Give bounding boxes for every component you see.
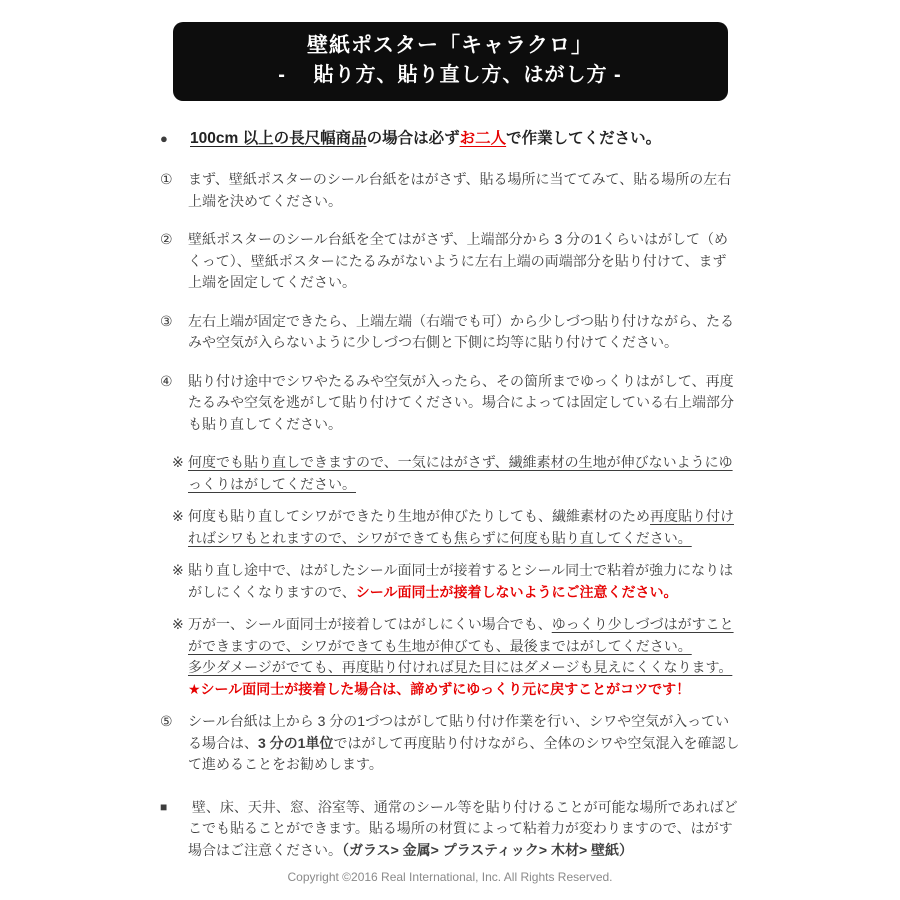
item-marker: ⑤ [160, 713, 173, 729]
item-marker: ※ [172, 562, 184, 578]
surface-note [160, 797, 740, 862]
item-text [188, 371, 740, 436]
item-marker: ※ [172, 454, 184, 470]
item-marker: ● [160, 131, 168, 146]
text-segment: 壁紙ポスターのシール台紙を全てはがさず、上端部分から 3 分の1くらいはがして（めくって）、壁紙ポスターにたるみがないように左右上端の両端部分を貼り付けて、まず上端を固定してください。 [188, 231, 728, 290]
copyright-text: Copyright ©2016 Real International, Inc. All Rights Reserved. [287, 870, 613, 884]
item-text [190, 127, 740, 150]
note-4 [160, 614, 740, 700]
note-2 [160, 506, 740, 549]
text-segment: 万が一、シール面同士が接着してはがしにくい場合でも、 [188, 616, 552, 632]
text-segment: 何度も貼り直してシワができたり生地が伸びたりしても、繊維素材のため [188, 508, 650, 524]
text-segment: ではがして再度貼り付けながら、全体のシワや空気混入を確認して進めることをお勧めします。 [188, 734, 740, 772]
text-segment: シール台紙は上から 3 分の1づつはがして貼り付け作業を行い、シワや空気が入っている場合は、 [188, 713, 730, 751]
note-3 [160, 560, 740, 603]
text-segment: で作業してください。 [506, 130, 662, 147]
step-5 [160, 711, 740, 776]
text-segment: ★シール面同士が接着した場合は、諦めずにゆっくり元に戻すことがコツです！ [188, 680, 691, 697]
item-marker: ② [160, 231, 173, 247]
item-marker: ④ [160, 372, 173, 389]
item-marker: ※ [172, 616, 184, 632]
step-2 [160, 229, 740, 294]
item-text [188, 506, 740, 549]
item-marker: ■ [160, 799, 168, 814]
note-1 [160, 452, 740, 495]
item-text [188, 229, 740, 294]
text-segment: 何度でも貼り直しできますので、一気にはがさず、繊維素材の生地が伸びないようにゆっくりはがしてください。 [188, 454, 733, 492]
notice-two-people [160, 127, 740, 150]
text-segment: お二人 [459, 130, 507, 147]
text-segment: 100cm 以上の長尺幅商品 [190, 130, 367, 147]
text-segment: の場合は必ず [366, 130, 460, 147]
item-marker: ※ [172, 508, 184, 524]
item-text [188, 797, 740, 862]
text-segment: 左右上端が固定できたら、上端左端（右端でも可）から少しづつ貼り付けながら、たるみや空気が入らないように少しづつ右側と下側に均等に貼り付けてください。 [188, 312, 734, 350]
item-text [188, 711, 740, 776]
title-banner [173, 22, 728, 101]
page-subtitle: - 貼り方、貼り直し方、はがし方 - [278, 64, 622, 86]
text-segment: 3 分の1単位 [258, 734, 334, 751]
item-marker: ③ [160, 312, 173, 329]
text-segment: 貼り直し途中で、はがしたシール面同士が接着するとシール同士で粘着が強力になりはがしにくくなりますので、 [188, 562, 734, 600]
step-4 [160, 371, 740, 436]
text-segment: 多少ダメージがでても、再度貼り付ければ見た目にはダメージも見えにくくなります。 [188, 659, 733, 675]
page-title: 壁紙ポスター「キャラクロ」 [307, 34, 593, 57]
text-segment: 壁、床、天井、窓、浴室等、通常のシール等を貼り付けることが可能な場所であればどこでも貼ることができます。貼る場所の材質によって粘着力が変わりますので、はがす場合はご注意ください。 [188, 798, 738, 858]
item-text [188, 614, 740, 700]
text-segment: シール面同士が接着しないようにご注意ください。 [355, 583, 678, 600]
step-1 [160, 169, 740, 212]
text-segment: 再度貼り付ければシワもとれますので、シワができても焦らずに何度も貼り直してください。 [188, 508, 734, 546]
step-3 [160, 311, 740, 354]
text-segment: 貼り付け途中でシワやたるみや空気が入ったら、その箇所までゆっくりはがして、再度たるみや空気を逃がして貼り付けてください。場合によっては固定している右上端部分も貼り直してください。 [188, 372, 734, 432]
item-text [188, 311, 740, 354]
item-text [188, 169, 740, 212]
item-text [188, 560, 740, 603]
text-segment: （ガラス> 金属> プラスティック> 木材> 壁紙） [342, 841, 634, 858]
instruction-list [160, 127, 740, 861]
item-marker: ① [160, 171, 173, 187]
text-segment: まず、壁紙ポスターのシール台紙をはがさず、貼る場所に当ててみて、貼る場所の左右上端を決めてください。 [188, 171, 732, 209]
text-segment: ゆっくり少しづづはがすことができますので、シワができても生地が伸びても、最後まではがしてください。 [188, 616, 734, 654]
item-text [188, 452, 740, 495]
